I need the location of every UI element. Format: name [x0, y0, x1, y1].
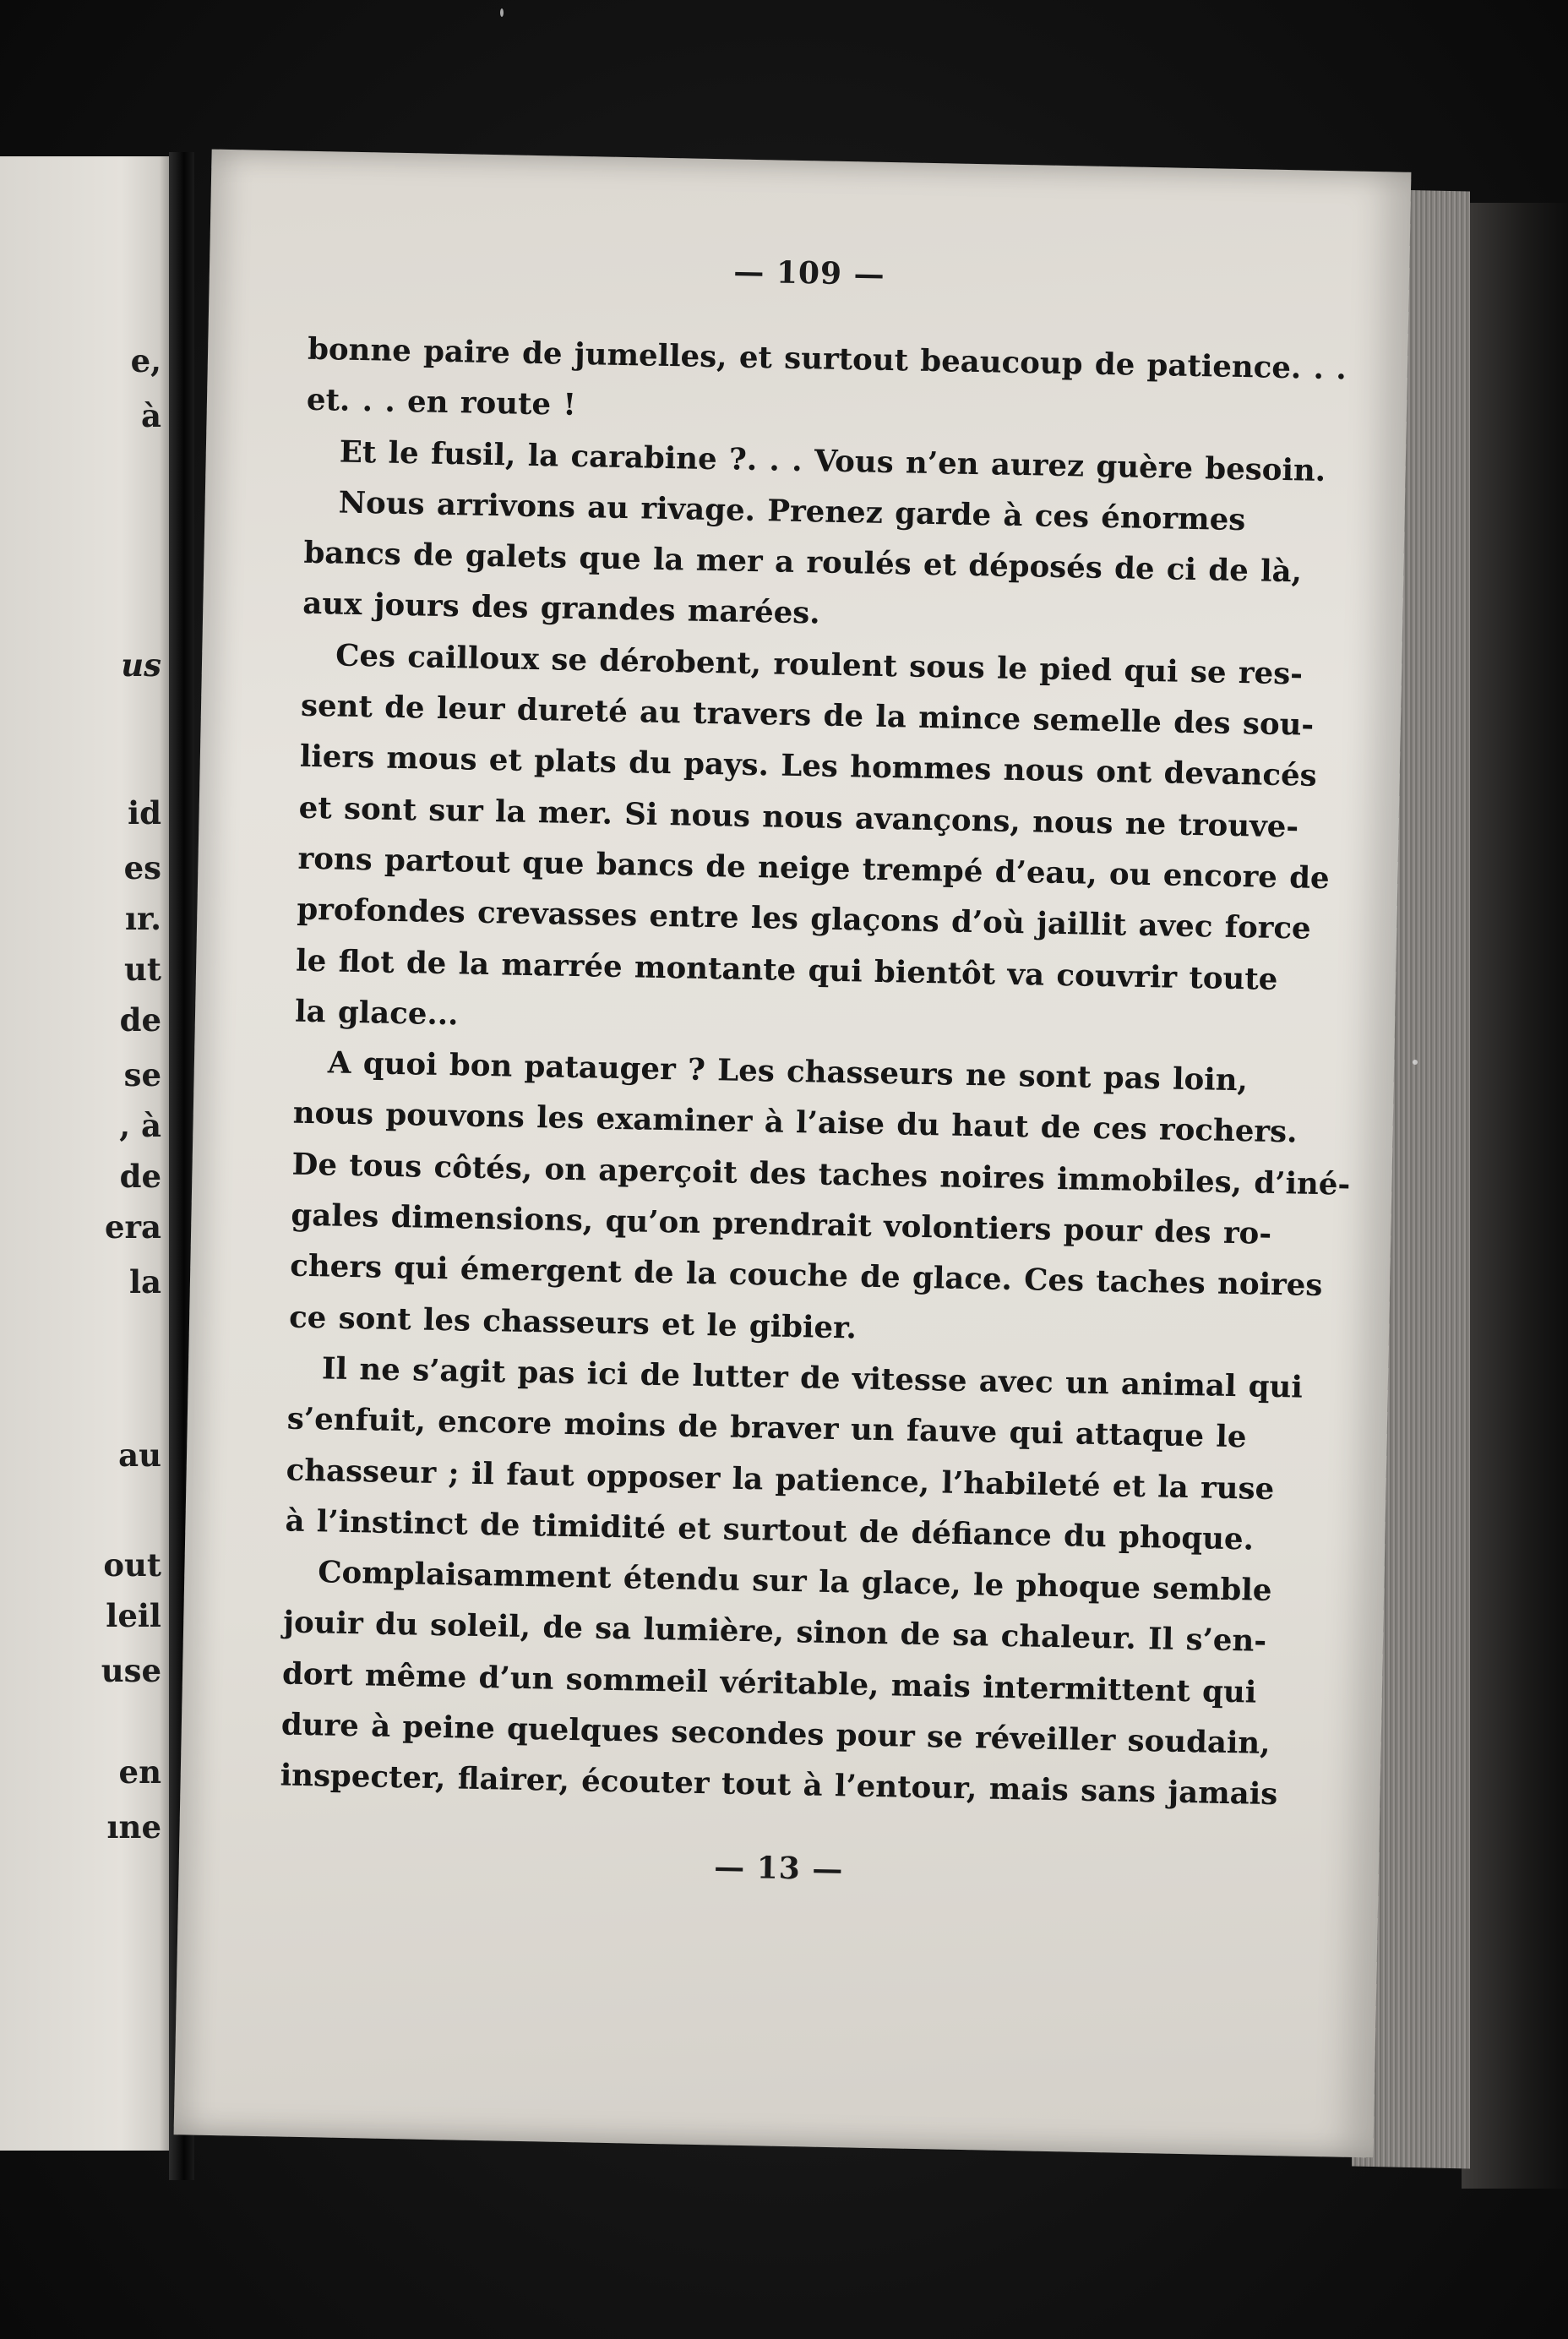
previous-page-fragment: la [128, 1263, 161, 1300]
text-line: inspecter, flairer, écouter tout à l’entour, mais sans jamais [280, 1758, 1278, 1813]
text-line: chasseur ; il faut opposer la patience, l’habileté et la ruse [286, 1453, 1275, 1507]
previous-page-fragment: à [141, 397, 161, 434]
text-line: et. . . en route ! [306, 383, 577, 423]
text-line: bonne paire de jumelles, et surtout beaucoup de patience. . . [307, 331, 1348, 387]
running-head: — 109 — [733, 254, 885, 292]
previous-page-fragment: , à [119, 1107, 161, 1144]
text-line: nous pouvons les examiner à l’aise du haut de ces rochers. [292, 1096, 1298, 1150]
previous-page-fragment: ıne [106, 1808, 161, 1846]
text-line: aux jours des grandes marées. [302, 586, 821, 631]
text-line: profondes crevasses entre les glaçons d’où jaillit avec force [297, 891, 1312, 946]
previous-page-fragment: es [123, 849, 161, 886]
text-line: chers qui émergent de la couche de glace. Ces taches noires [289, 1248, 1323, 1304]
text-line: s’enfuit, encore moins de braver un fauve qui attaque le [286, 1401, 1247, 1455]
text-line: le flot de la marrée montante qui bientôt va couvrir toute [295, 943, 1278, 997]
previous-page-fragment: au [118, 1437, 161, 1474]
text-line: ce sont les chasseurs et le gibier. [288, 1300, 858, 1346]
text-line: Il ne s’agit pas ici de lutter de vitesse avec un animal qui [321, 1351, 1304, 1405]
previous-page-fragment: ır. [124, 900, 161, 937]
text-line: liers mous et plats du pays. Les hommes nous ont devancés [299, 739, 1317, 794]
previous-page-fragment: us [121, 646, 161, 684]
text-line: Ces cailloux se dérobent, roulent sous le pied qui se res- [335, 638, 1304, 692]
text-line: bancs de galets que la mer a roulés et déposés de ci de là, [303, 535, 1303, 590]
previous-page-fragment: out [103, 1546, 161, 1584]
signature-mark: — 13 — [713, 1849, 844, 1888]
book-page [174, 150, 1412, 2158]
text-line: jouir du soleil, de sa lumière, sinon de sa chaleur. Il s’en- [282, 1605, 1267, 1660]
previous-page-fragment: leil [106, 1597, 161, 1634]
text-line: A quoi bon patauger ? Les chasseurs ne sont pas loin, [327, 1045, 1249, 1099]
text-line: De tous côtés, on aperçoit des taches noires immobiles, d’iné- [291, 1147, 1351, 1202]
text-line: dort même d’un sommeil véritable, mais intermittent qui [281, 1656, 1257, 1710]
text-line: Complaisamment étendu sur la glace, le phoque semble [317, 1555, 1272, 1609]
previous-page-fragment: e, [130, 342, 161, 379]
text-line: la glace... [294, 994, 459, 1033]
body-text [280, 324, 1351, 1819]
previous-page-fragment: en [118, 1753, 161, 1791]
text-line: dure à peine quelques secondes pour se réveiller soudain, [280, 1707, 1271, 1761]
previous-page-fragment: id [128, 794, 161, 831]
previous-page-fragment: de [119, 1158, 161, 1195]
text-line: rons partout que bancs de neige trempé d’eau, ou encore de [297, 841, 1330, 897]
text-line: Nous arrivons au rivage. Prenez garde à ces énormes [338, 485, 1246, 538]
dust-speck [500, 8, 504, 17]
previous-page [0, 156, 173, 2151]
previous-page-fragment: era [104, 1208, 161, 1246]
previous-page-fragment: se [123, 1056, 161, 1093]
text-line: Et le fusil, la carabine ?. . . Vous n’en aurez guère besoin. [339, 434, 1326, 488]
previous-page-fragment: de [119, 1001, 161, 1039]
dust-speck [1413, 1060, 1418, 1065]
text-line: à l’instinct de timidité et surtout de défiance du phoque. [285, 1503, 1255, 1557]
previous-page-fragment: ut [124, 951, 161, 988]
text-line: et sont sur la mer. Si nous nous avançons, nous ne trouve- [298, 790, 1299, 845]
previous-page-fragment: use [101, 1652, 161, 1689]
text-line: sent de leur dureté au travers de la mince semelle des sou- [300, 688, 1315, 743]
book-edge-shadow [1462, 203, 1568, 2189]
text-line: gales dimensions, qu’on prendrait volontiers pour des ro- [291, 1197, 1272, 1251]
